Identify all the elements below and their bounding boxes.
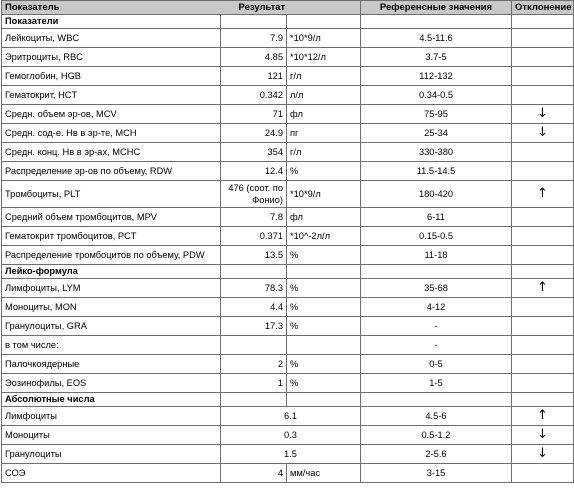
table-row: [2, 246, 574, 265]
row-reference: 330-380: [361, 143, 512, 162]
row-value: 4.4: [221, 298, 287, 317]
table-row: [2, 143, 574, 162]
arrow-down-icon: ↓: [537, 106, 548, 121]
row-unit: *10^-2л/л: [287, 227, 361, 246]
arrow-up-icon: ↑: [537, 408, 548, 423]
row-name: Гранулоциты: [2, 445, 221, 464]
row-reference: 0.34-0.5: [361, 86, 512, 105]
row-value: 78.3: [221, 279, 287, 298]
row-value: 0.371: [221, 227, 287, 246]
row-reference: 75-95: [361, 105, 512, 124]
table-row: [2, 86, 574, 105]
row-reference: 4-12: [361, 298, 512, 317]
row-unit: л/л: [287, 86, 361, 105]
row-unit: мм/час: [287, 464, 361, 483]
row-deviation: [512, 374, 574, 393]
section-leuko: [2, 265, 574, 279]
row-deviation: [512, 445, 574, 464]
arrow-down-icon: ↓: [537, 125, 548, 140]
row-deviation: [512, 298, 574, 317]
row-value: 13.5: [221, 246, 287, 265]
header-row: [2, 1, 574, 15]
row-value: 476 (соот. по Фонио): [221, 181, 287, 208]
table-row: [2, 279, 574, 298]
row-deviation: [512, 208, 574, 227]
row-name: Распределение эр-ов по объему, RDW: [2, 162, 221, 181]
row-reference: 1-5: [361, 374, 512, 393]
table-row: [2, 124, 574, 143]
row-value: 7.8: [221, 208, 287, 227]
row-deviation: [512, 227, 574, 246]
table-row: [2, 298, 574, 317]
row-value: 6.1: [221, 407, 361, 426]
header-name: Показатель: [2, 1, 221, 15]
row-deviation: [512, 181, 574, 208]
row-unit: *10*9/л: [287, 181, 361, 208]
row-name: Лейкоциты, WBC: [2, 29, 221, 48]
row-reference: 4.5-6: [361, 407, 512, 426]
row-deviation: [512, 162, 574, 181]
row-name: Лимфоциты, LYM: [2, 279, 221, 298]
row-deviation: [512, 355, 574, 374]
row-deviation: [512, 426, 574, 445]
header-result: Результат: [221, 1, 361, 15]
table-row: [2, 336, 574, 355]
row-unit: фл: [287, 208, 361, 227]
row-deviation: [512, 143, 574, 162]
table-row: [2, 105, 574, 124]
row-reference: 25-34: [361, 124, 512, 143]
row-deviation: [512, 317, 574, 336]
table-row: [2, 67, 574, 86]
row-unit: [287, 336, 361, 355]
row-name: Палочкоядерные: [2, 355, 221, 374]
row-reference: -: [361, 336, 512, 355]
table-row: [2, 162, 574, 181]
row-reference: 4.5-11.6: [361, 29, 512, 48]
row-name: Гематокрит тромбоцитов, PCT: [2, 227, 221, 246]
arrow-up-icon: ↑: [537, 280, 548, 295]
row-unit: г/л: [287, 143, 361, 162]
row-value: 12.4: [221, 162, 287, 181]
row-name: Моноциты, MON: [2, 298, 221, 317]
row-reference: -: [361, 317, 512, 336]
section-indicators: [2, 15, 574, 29]
row-deviation: [512, 464, 574, 483]
row-deviation: [512, 336, 574, 355]
row-unit: %: [287, 246, 361, 265]
row-value: 4: [221, 464, 287, 483]
row-value: 17.3: [221, 317, 287, 336]
header-reference: Референсные значения: [361, 1, 512, 15]
row-deviation: [512, 124, 574, 143]
row-value: 354: [221, 143, 287, 162]
row-unit: *10*9/л: [287, 29, 361, 48]
row-name: Средн. конц. Нв в эр-ах, MCHC: [2, 143, 221, 162]
row-deviation: [512, 407, 574, 426]
table-row: [2, 227, 574, 246]
row-name: Средн. объем эр-ов, MCV: [2, 105, 221, 124]
row-reference: 35-68: [361, 279, 512, 298]
section-title: Показатели: [2, 15, 221, 29]
table-row: [2, 181, 574, 208]
row-unit: %: [287, 162, 361, 181]
row-reference: 180-420: [361, 181, 512, 208]
table-row: [2, 355, 574, 374]
row-reference: 112-132: [361, 67, 512, 86]
row-reference: 11-18: [361, 246, 512, 265]
row-deviation: [512, 86, 574, 105]
row-reference: 0-5: [361, 355, 512, 374]
row-unit: %: [287, 298, 361, 317]
row-deviation: [512, 29, 574, 48]
arrow-down-icon: ↓: [537, 446, 548, 461]
arrow-down-icon: ↓: [537, 427, 548, 442]
row-reference: 0.15-0.5: [361, 227, 512, 246]
table-row: [2, 426, 574, 445]
header-deviation: Отклонение: [512, 1, 574, 15]
table-row: [2, 407, 574, 426]
table-row: [2, 464, 574, 483]
table-row: [2, 29, 574, 48]
table-row: [2, 317, 574, 336]
arrow-up-icon: ↑: [537, 186, 548, 201]
row-value: [221, 336, 287, 355]
row-name: в том числе:: [2, 336, 221, 355]
row-name: Тромбоциты, PLT: [2, 181, 221, 208]
section-title: Абсолютные числа: [2, 393, 221, 407]
row-unit: фл: [287, 105, 361, 124]
row-value: 24.9: [221, 124, 287, 143]
row-name: Моноциты: [2, 426, 221, 445]
row-name: Эритроциты, RBC: [2, 48, 221, 67]
row-reference: 11.5-14.5: [361, 162, 512, 181]
section-title: Лейко-формула: [2, 265, 221, 279]
row-unit: %: [287, 317, 361, 336]
row-value: 71: [221, 105, 287, 124]
table-row: [2, 374, 574, 393]
row-name: СОЭ: [2, 464, 221, 483]
lab-results-table: [1, 0, 574, 483]
row-value: 4.85: [221, 48, 287, 67]
row-reference: 2-5.6: [361, 445, 512, 464]
row-unit: %: [287, 374, 361, 393]
row-value: 0.342: [221, 86, 287, 105]
row-name: Гранулоциты, GRA: [2, 317, 221, 336]
row-value: 1: [221, 374, 287, 393]
row-value: 0.3: [221, 426, 361, 445]
section-absolute: [2, 393, 574, 407]
row-deviation: [512, 67, 574, 86]
row-reference: 6-11: [361, 208, 512, 227]
row-value: 2: [221, 355, 287, 374]
row-name: Гемоглобин, HGB: [2, 67, 221, 86]
row-unit: %: [287, 355, 361, 374]
row-reference: 0.5-1.2: [361, 426, 512, 445]
row-deviation: [512, 105, 574, 124]
row-reference: 3.7-5: [361, 48, 512, 67]
row-name: Лимфоциты: [2, 407, 221, 426]
table-row: [2, 445, 574, 464]
row-name: Распределение тромбоцитов по объему, PDW: [2, 246, 221, 265]
table-row: [2, 48, 574, 67]
row-unit: %: [287, 279, 361, 298]
row-unit: г/л: [287, 67, 361, 86]
row-name: Гематокрит, HCT: [2, 86, 221, 105]
row-deviation: [512, 48, 574, 67]
row-name: Эозинофилы, EOS: [2, 374, 221, 393]
row-name: Средний объем тромбоцитов, MPV: [2, 208, 221, 227]
row-value: 121: [221, 67, 287, 86]
row-reference: 3-15: [361, 464, 512, 483]
row-value: 1.5: [221, 445, 361, 464]
row-deviation: [512, 279, 574, 298]
row-unit: *10*12/л: [287, 48, 361, 67]
row-deviation: [512, 246, 574, 265]
table-row: [2, 208, 574, 227]
row-name: Средн. сод-е. Нв в эр-те, MCH: [2, 124, 221, 143]
row-unit: пг: [287, 124, 361, 143]
row-value: 7.9: [221, 29, 287, 48]
